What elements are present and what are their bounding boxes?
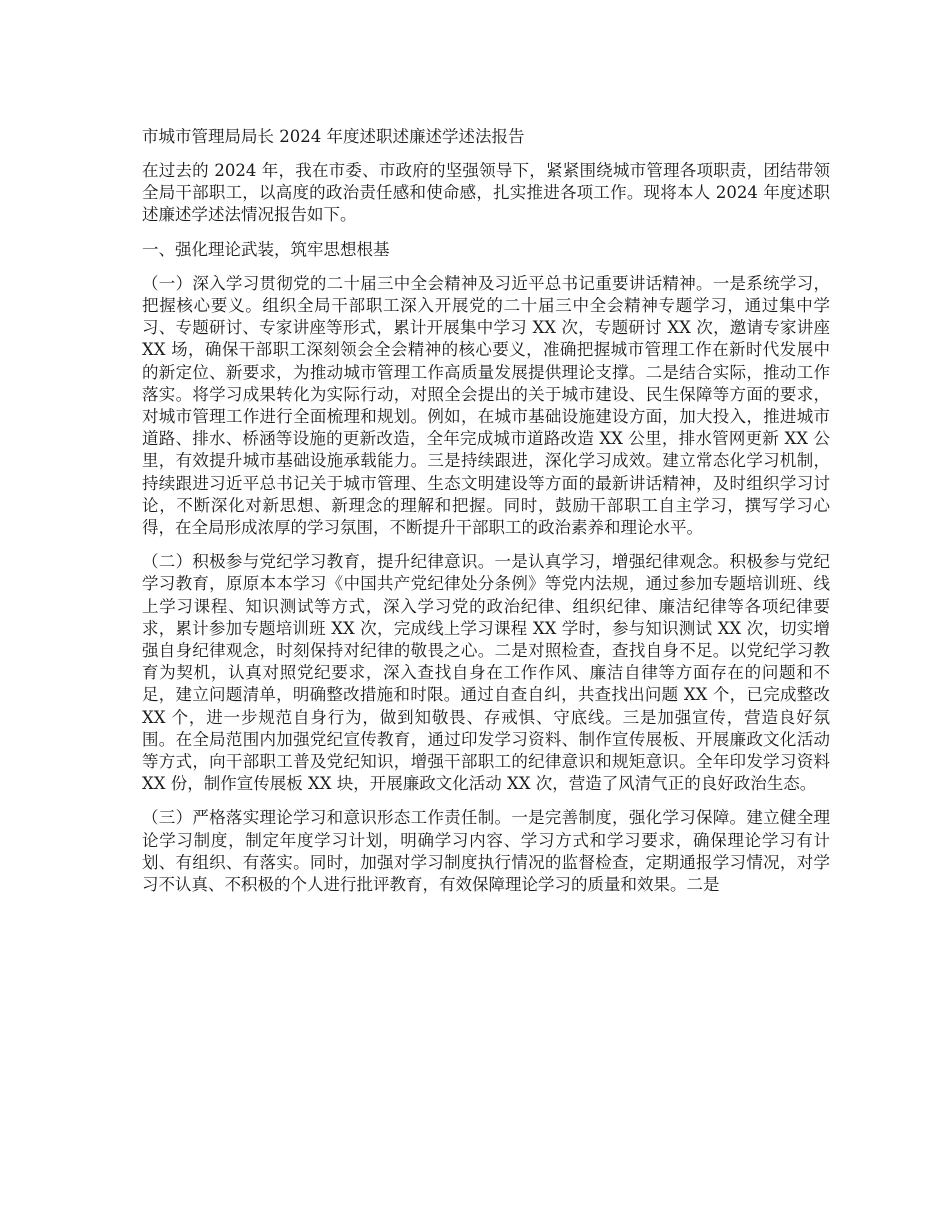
document-title: 市城市管理局局长 2024 年度述职述廉述学述法报告 [142,127,525,146]
body-paragraph-3: （三）严格落实理论学习和意识形态工作责任制。一是完善制度，强化学习保障。建立健全理论学习制度，制定年度学习计划，明确学习内容、学习方式和学习要求，确保理论学习有计划、有组织、有落实。同时，加强对学习制度执行情况的监督检查，定期通报学习情况，对学习不认真、不积极的个人进行批评教育，有效保障理论学习的质量和效果。二是 [142,808,830,895]
body-paragraph-2: （二）积极参与党纪学习教育，提升纪律意识。一是认真学习，增强纪律观念。积极参与党纪学习教育，原原本本学习《中国共产党纪律处分条例》等党内法规，通过参加专题培训班、线上学习课程、知识测试等方式，深入学习党的政治纪律、组织纪律、廉洁纪律等各项纪律要求，累计参加专题培训班 XX 次，完成线上学习课程 XX 学时，参与知识测试 XX 次，切实增强自身纪律观念，时刻保持对纪律的敬畏之心。二是对照检查，查找自身不足。以党纪学习教育为契机，认真对照党纪要求，深入查找自身在工作作风、廉洁自律等方面存在的问题和不足，建立问题清单，明确整改措施和时限。通过自查自纠，共查找出问题 XX 个，已完成整改 XX 个，进一步规范自身行为，做到知敬畏、存戒惧、守底线。三是加强宣传，营造良好氛围。在全局范围内加强党纪宣传教育，通过印发学习资料、制作宣传展板、开展廉政文化活动等方式，向干部职工普及党纪知识，增强干部职工的纪律意识和规矩意识。全年印发学习资料 XX 份，制作宣传展板 XX 块，开展廉政文化活动 XX 次，营造了风清气正的良好政治生态。 [142,552,830,794]
section-heading: 一、强化理论武装，筑牢思想根基 [142,239,390,259]
intro-paragraph: 在过去的 2024 年，我在市委、市政府的坚强领导下，紧紧围绕城市管理各项职责，团结带领全局干部职工，以高度的政治责任感和使命感，扎实推进各项工作。现将本人 2024 年度述职述廉述学述法情况报告如下。 [142,161,830,225]
document-page [142,124,830,908]
body-paragraph-1: （一）深入学习贯彻党的二十届三中全会精神及习近平总书记重要讲话精神。一是系统学习，把握核心要义。组织全局干部职工深入开展党的二十届三中全会精神专题学习，通过集中学习、专题研讨、专家讲座等形式，累计开展集中学习 XX 次，专题研讨 XX 次，邀请专家讲座 XX 场，确保干部职工深刻领会全会精神的核心要义，准确把握城市管理工作在新时代发展中的新定位、新要求，为推动城市管理工作高质量发展提供理论支撑。二是结合实际，推动工作落实。将学习成果转化为实际行动，对照全会提出的关于城市建设、民生保障等方面的要求，对城市管理工作进行全面梳理和规划。例如，在城市基础设施建设方面，加大投入，推进城市道路、排水、桥涵等设施的更新改造，全年完成城市道路改造 XX 公里，排水管网更新 XX 公里，有效提升城市基础设施承载能力。三是持续跟进，深化学习成效。建立常态化学习机制，持续跟进习近平总书记关于城市管理、生态文明建设等方面的最新讲话精神，及时组织学习讨论，不断深化对新思想、新理念的理解和把握。同时，鼓励干部职工自主学习，撰写学习心得，在全局形成浓厚的学习氛围，不断提升干部职工的政治素养和理论水平。 [142,273,830,538]
